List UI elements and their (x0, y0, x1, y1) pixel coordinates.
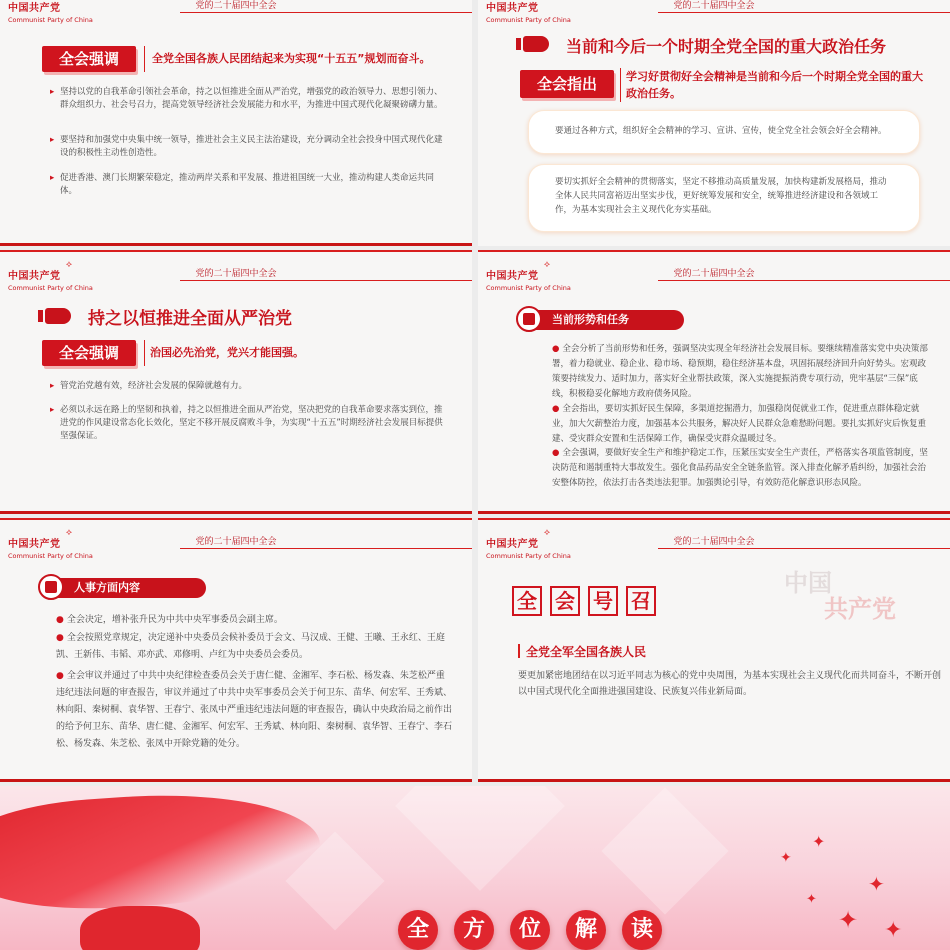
pointing-hand-icon (38, 308, 72, 324)
header-rule (180, 12, 472, 13)
bullet-dot-icon: ● (552, 448, 560, 458)
party-logo: 中国共产党 ⟡ Communist Party of China (486, 260, 571, 292)
call-char: 号 (588, 586, 618, 616)
party-logo: 中国共产党 Communist Party of China (486, 3, 571, 24)
header-bar (478, 518, 950, 520)
call-char: 会 (550, 586, 580, 616)
bullet-dot-icon: ▸ (50, 381, 55, 391)
banner-char: 方 (454, 910, 494, 950)
birds-icon: ⟡ (544, 528, 550, 538)
paragraph: ● 全会决定，增补张升民为中共中央军事委员会副主席。 (56, 615, 283, 625)
banner-char: 全 (398, 910, 438, 950)
header-rule (658, 548, 950, 549)
divider-line (620, 68, 621, 102)
birds-icon: ⟡ (544, 260, 550, 270)
dove-icon: ✦ (868, 872, 885, 896)
book-icon (516, 306, 542, 332)
flag-shape (0, 786, 323, 918)
banner-char: 读 (622, 910, 662, 950)
flag-shape (80, 906, 200, 950)
bullet-item: ▸ 管党治党越有效，经济社会发展的保障就越有力。 (50, 381, 248, 391)
tag-text: 治国必先治党，党兴才能国强。 (150, 346, 304, 359)
bullet-dot-icon: ● (552, 344, 560, 354)
header-rule (658, 12, 950, 13)
party-logo: 中国共产党 ⟡ Communist Party of China (8, 260, 93, 292)
paragraph: ● 全会审议并通过了中共中央纪律检查委员会关于唐仁健、金湘军、李石松、杨发森、朱芝松严重违纪违法问题的审查报告，审议并通过了中共中央军事委员会关于何卫东、苗华、何宏军、王秀斌、林向阳、秦树桐、袁华智、王春宁、张凤中严重违纪违法问题的审查报告，确认中央政治局之前作出的给予何卫东、苗华、唐仁健、金湘军、何宏军、王秀斌、林向阳、秦树桐、袁华智、王春宁、李石松、杨发森、朱芝松、张凤中开除党籍的处分。 (56, 671, 453, 749)
section-pill: 当前形势和任务 (518, 310, 684, 330)
bullet-item: ▸ 要坚持和加强党中央集中统一领导，推进社会主义民主法治建设，充分调动全社会投身中国式现代化建设的积极性主动性创造性。 (50, 135, 443, 158)
divider-line (144, 46, 145, 72)
divider-line (144, 340, 145, 366)
info-card: 要通过各种方式，组织好全会精神的学习、宣讲、宣传，使全党全社会领会好全会精神。 (528, 110, 920, 154)
call-char: 全 (512, 586, 542, 616)
footer-bar (0, 511, 472, 514)
footer-bar (0, 779, 472, 782)
tag-text: 全党全国各族人民团结起来为实现“十五五”规划而奋斗。 (152, 52, 431, 65)
header-title: 党的二十届四中全会 (673, 269, 755, 279)
bullet-dot-icon: ▸ (50, 87, 55, 97)
bullet-dot-icon: ▸ (50, 135, 55, 145)
slide-party-governance (0, 250, 472, 514)
party-logo: 中国共产党 ⟡ Communist Party of China (486, 528, 571, 560)
party-logo: 中国共产党 Communist Party of China (8, 3, 93, 24)
watermark: 中国 共产党 (784, 569, 896, 623)
bullet-item: ▸ 促进香港、澳门长期繁荣稳定，推动两岸关系和平发展、推进祖国统一大业，推动构建人类命运共同体。 (50, 173, 435, 196)
subtitle: 全党全军全国各族人民 (526, 645, 647, 659)
header-bar (478, 250, 950, 252)
decor-shape (395, 786, 565, 891)
slide-call-to-action (478, 518, 950, 782)
bullet-dot-icon: ● (56, 671, 64, 681)
banner (0, 786, 950, 950)
footer-bar (0, 243, 472, 246)
bullet-dot-icon: ● (552, 404, 560, 414)
section-pill: 人事方面内容 (40, 578, 206, 598)
book-icon (38, 574, 64, 600)
divider-line (518, 644, 520, 658)
section-title: 持之以恒推进全面从严治党 (88, 309, 292, 329)
paragraph: ● 全会指出，要切实抓好民生保障，多渠道挖掘潜力，加强稳岗促就业工作，促进重点群体稳定就业，加大欠薪整治力度，加强基本公共服务，解决好人民群众急难愁盼问题。要扎实抓好灾后恢复重建、受灾群众安置和生活保障工作，确保受灾群众温暖过冬。 (552, 404, 927, 444)
dove-icon: ✦ (780, 850, 792, 866)
paragraph: ● 全会按照党章规定，决定递补中央委员会候补委员于会文、马汉成、王健、王曦、王永红、王庭凯、王新伟、韦韬、邓亦武、邓修明、卢红为中央委员会委员。 (56, 633, 445, 660)
header-title: 党的二十届四中全会 (195, 269, 277, 279)
header-bar (0, 518, 472, 520)
birds-icon: ⟡ (66, 260, 72, 270)
bullet-dot-icon: ● (56, 615, 64, 625)
call-char: 召 (626, 586, 656, 616)
dove-icon: ✦ (884, 918, 903, 943)
body-text: 要更加紧密地团结在以习近平同志为核心的党中央周围，为基本实现社会主义现代化而共同奋斗，不断开创以中国式现代化全面推进强国建设、民族复兴伟业新局面。 (518, 671, 942, 697)
info-card: 要切实抓好全会精神的贯彻落实，坚定不移推动高质量发展，加快构建新发展格局，推动全体人民共同富裕迈出坚实步伐，更好统筹发展和安全，统筹推进经济建设和各领域工作，为基本实现社会主义现代化夯实基础。 (528, 164, 920, 232)
footer-bar (478, 779, 950, 782)
slide-personnel (0, 518, 472, 782)
header-title: 党的二十届四中全会 (673, 1, 755, 11)
birds-icon: ⟡ (66, 528, 72, 538)
bullet-item: ▸ 坚持以党的自我革命引领社会革命，持之以恒推进全面从严治党，增强党的政治领导力、思想引领力、群众组织力、社会号召力，提高党领导经济社会发展能力和水平，为推进中国式现代化凝聚磅礴力量。 (50, 87, 443, 110)
header-bar (0, 250, 472, 252)
banner-char: 位 (510, 910, 550, 950)
header-title: 党的二十届四中全会 (673, 537, 755, 547)
footer-bar (478, 511, 950, 514)
bullet-item: ▸ 必须以永远在路上的坚韧和执着，持之以恒推进全面从严治党，坚决把党的自我革命要求落实到位，推进党的作风建设常态化长效化，坚定不移开展反腐败斗争，为实现“十五五”时期经济社会发展目标提供坚强保证。 (50, 405, 443, 441)
party-logo: 中国共产党 ⟡ Communist Party of China (8, 528, 93, 560)
header-rule (180, 280, 472, 281)
tag-label: 全会强调 (42, 340, 136, 366)
section-title: 当前和今后一个时期全党全国的重大政治任务 (566, 37, 887, 56)
dove-icon: ✦ (806, 892, 817, 907)
tag-text: 学习好贯彻好全会精神是当前和今后一个时期全党全国的重大政治任务。 (626, 70, 923, 100)
decor-shape (601, 787, 728, 914)
slide-emphasis-unity (0, 0, 472, 246)
header-title: 党的二十届四中全会 (195, 537, 277, 547)
tag-label: 全会强调 (42, 46, 136, 72)
paragraph: ● 全会强调，要做好安全生产和维护稳定工作，压紧压实安全生产责任，严格落实各项监管制度，坚决防范和遏制重特大事故发生。强化食品药品安全全链条监管。深入排查化解矛盾纠纷，加强社会治安整体防控，依法打击各类违法犯罪。加强舆论引导，有效防范化解意识形态风险。 (552, 448, 928, 488)
bullet-dot-icon: ▸ (50, 405, 55, 415)
header-rule (658, 280, 950, 281)
bullet-dot-icon: ● (56, 633, 64, 643)
paragraph: ● 全会分析了当前形势和任务，强调坚决实现全年经济社会发展目标。要继续精准落实党中央决策部署，着力稳就业、稳企业、稳市场、稳预期，稳住经济基本盘，巩固拓展经济回升向好势头。宏观政策要持续发力、适时加力，落实好全业帮扶政策，深入实施提振消费专项行动，兜牢基层“三保”底线，积极稳妥化解地方政府债务风险。 (552, 344, 928, 399)
slide-situation-tasks (478, 250, 950, 514)
bullet-dot-icon: ▸ (50, 173, 55, 183)
banner-char: 解 (566, 910, 606, 950)
dove-icon: ✦ (812, 832, 826, 851)
header-title: 党的二十届四中全会 (195, 1, 277, 11)
pointing-hand-icon (516, 36, 550, 52)
tag-label: 全会指出 (520, 70, 614, 98)
header-rule (180, 548, 472, 549)
dove-icon: ✦ (838, 906, 859, 934)
slide-major-task (478, 0, 950, 246)
